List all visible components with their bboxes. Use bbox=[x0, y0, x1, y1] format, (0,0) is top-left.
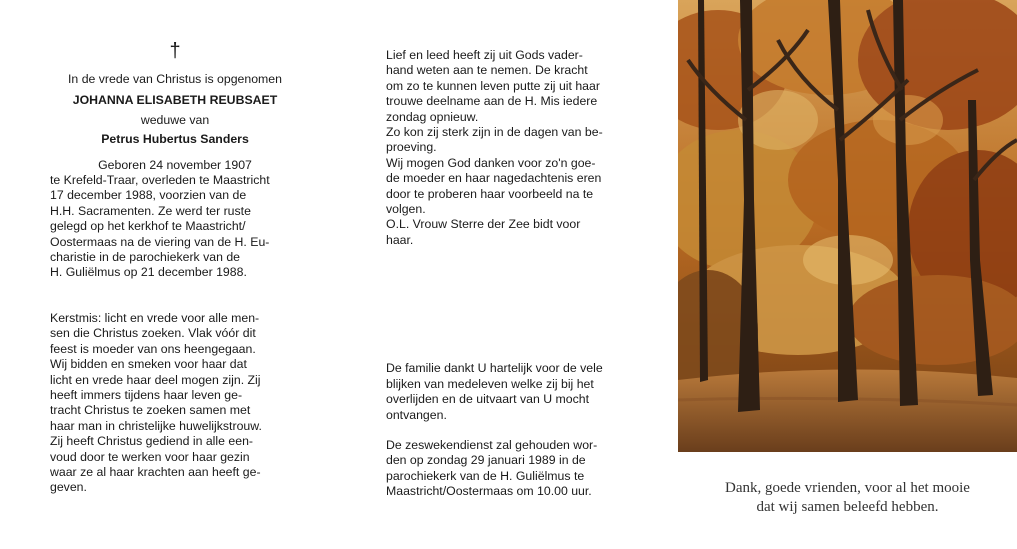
text-line: haar. bbox=[386, 232, 414, 247]
christmas-line: geven. bbox=[50, 480, 87, 495]
photo-caption bbox=[678, 479, 1017, 517]
christmas-line: Zij heeft Christus gediend in alle een- bbox=[50, 434, 254, 449]
text-line: zondag opnieuw. bbox=[386, 109, 479, 124]
christmas-line: haar man in christelijke huwelijkstrouw. bbox=[50, 418, 262, 433]
bio-paragraph bbox=[50, 173, 300, 281]
text-line: Maastricht/Oostermaas om 10.00 uur. bbox=[386, 484, 592, 499]
thanks-paragraph bbox=[386, 361, 634, 423]
caption-line: Dank, goede vrienden, voor al het mooie bbox=[725, 480, 970, 496]
text-line: trouwe deelname aan de H. Mis iedere bbox=[386, 94, 598, 109]
forest-illustration bbox=[678, 0, 1017, 452]
christmas-line: waar ze al haar krachten aan heeft ge- bbox=[50, 464, 261, 479]
christmas-line: feest is moeder van ons heengegaan. bbox=[50, 341, 256, 356]
text-line: proeving. bbox=[386, 140, 437, 155]
middle-column bbox=[386, 48, 634, 500]
text-line: hand weten aan te nemen. De kracht bbox=[386, 63, 588, 78]
bio-line: charistie in de parochiekerk van de bbox=[50, 250, 241, 265]
christmas-line: Kerstmis: licht en vrede voor alle men- bbox=[50, 310, 260, 325]
bio-line: te Krefeld-Traar, overleden te Maastricht bbox=[50, 173, 270, 188]
text-line: Wij mogen God danken voor zo'n goe- bbox=[386, 155, 596, 170]
text-line: door te proberen haar voorbeeld na te bbox=[386, 186, 594, 201]
christmas-paragraph bbox=[50, 311, 300, 496]
text-line: Zo kon zij sterk zijn in de dagen van be- bbox=[386, 125, 603, 140]
bio-line: H. Guliëlmus op 21 december 1988. bbox=[50, 265, 247, 280]
text-line: om zo te kunnen leven putte zij uit haar bbox=[386, 78, 600, 93]
cross-icon: † bbox=[169, 40, 181, 62]
christmas-line: heeft immers tijdens haar leven ge- bbox=[50, 387, 243, 402]
text-line: O.L. Vrouw Sterre der Zee bidt voor bbox=[386, 217, 581, 232]
text-line: De zeswekendienst zal gehouden wor- bbox=[386, 437, 598, 452]
left-column bbox=[50, 40, 300, 496]
service-paragraph bbox=[386, 438, 634, 500]
text-line: blijken van medeleven welke zij bij het bbox=[386, 376, 594, 391]
bio-line: H.H. Sacramenten. Ze werd ter ruste bbox=[50, 203, 251, 218]
text-line: parochiekerk van de H. Guliëlmus te bbox=[386, 468, 585, 483]
text-line: volgen. bbox=[386, 202, 426, 217]
christmas-line: Wij bidden en smeken voor haar dat bbox=[50, 357, 247, 372]
text-line: De familie dankt U hartelijk voor de vele bbox=[386, 361, 603, 376]
bio-line: 17 december 1988, voorzien van de bbox=[50, 188, 247, 203]
intro-text: In de vrede van Christus is opgenomen bbox=[68, 72, 282, 86]
text-line: ontvangen. bbox=[386, 407, 447, 422]
deceased-name: JOHANNA ELISABETH REUBSAET bbox=[72, 93, 278, 108]
text-line: de moeder en haar nagedachtenis eren bbox=[386, 171, 602, 186]
christmas-line: licht en vrede haar deel mogen zijn. Zij bbox=[50, 372, 261, 387]
caption-line: dat wij samen beleefd hebben. bbox=[756, 499, 939, 515]
widow-of-text: weduwe van bbox=[140, 112, 210, 127]
christmas-line: voud door te werken voor haar gezin bbox=[50, 449, 250, 464]
text-line: Lief en leed heeft zij uit Gods vader- bbox=[386, 48, 583, 62]
autumn-forest-photo bbox=[678, 0, 1017, 452]
husband-name: Petrus Hubertus Sanders bbox=[101, 132, 249, 147]
christmas-line: sen die Christus zoeken. Vlak vóór dit bbox=[50, 326, 256, 341]
faith-paragraph bbox=[386, 48, 634, 248]
christmas-line: tracht Christus te zoeken samen met bbox=[50, 403, 251, 418]
text-line: overlijden en de uitvaart van U mocht bbox=[386, 392, 590, 407]
text-line: den op zondag 29 januari 1989 in de bbox=[386, 453, 586, 468]
born-line: Geboren 24 november 1907 bbox=[98, 157, 252, 172]
bio-line: Oostermaas na de viering van de H. Eu- bbox=[50, 234, 270, 249]
bio-line: gelegd op het kerkhof te Maastricht/ bbox=[50, 219, 246, 234]
